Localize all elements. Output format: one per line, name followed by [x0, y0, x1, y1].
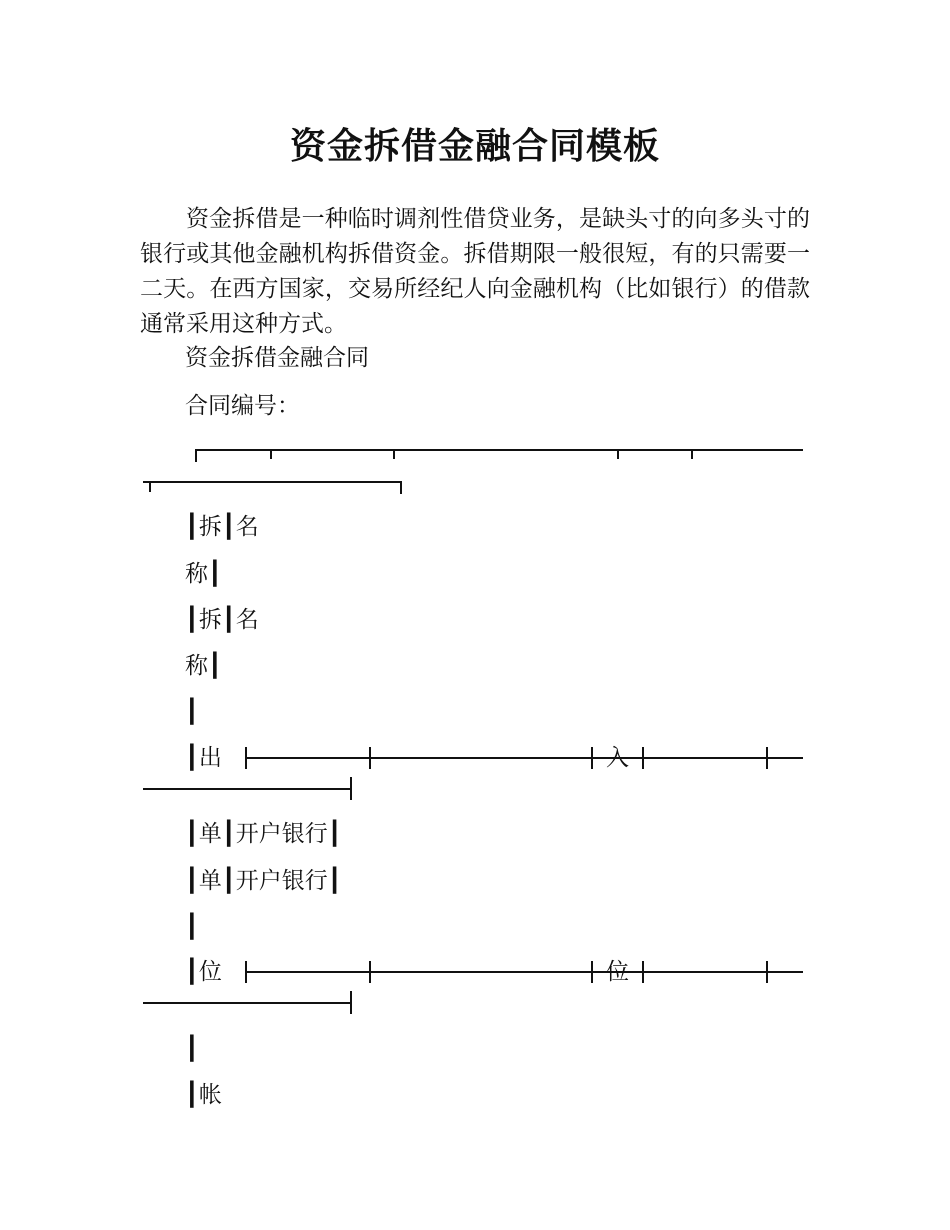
table-row-chai-2: ┃拆┃名	[185, 607, 259, 633]
table-row-chai-1: ┃拆┃名	[185, 514, 259, 540]
table-row-bar-3: ┃	[185, 1036, 199, 1062]
document-title: 资金拆借金融合同模板	[289, 126, 660, 167]
contract-number-label: 合同编号：	[185, 393, 300, 419]
contract-name: 资金拆借金融合同	[185, 345, 369, 371]
table-row-zhang: ┃帐	[185, 1082, 222, 1108]
table-row-cheng-2: 称┃	[185, 653, 222, 679]
table-row-wei-left: ┃位	[185, 959, 222, 985]
table-row-dan-1: ┃单┃开户银行┃	[185, 821, 342, 847]
table-row-cheng-1: 称┃	[185, 561, 222, 587]
table-row-dan-2: ┃单┃开户银行┃	[185, 868, 342, 894]
table-row-chu: ┃出	[185, 745, 222, 771]
table-row-ru: 入	[606, 745, 629, 771]
table-row-bar-2: ┃	[185, 914, 199, 940]
intro-paragraph: 资金拆借是一种临时调剂性借贷业务，是缺头寸的向多头寸的银行或其他金融机构拆借资金。拆借期限一般很短，有的只需要一二天。在西方国家，交易所经纪人向金融机构（比如银行）的借款通常采用这种方式。	[140, 206, 810, 337]
table-row-wei-right: 位	[606, 959, 629, 985]
table-row-bar-1: ┃	[185, 699, 199, 725]
